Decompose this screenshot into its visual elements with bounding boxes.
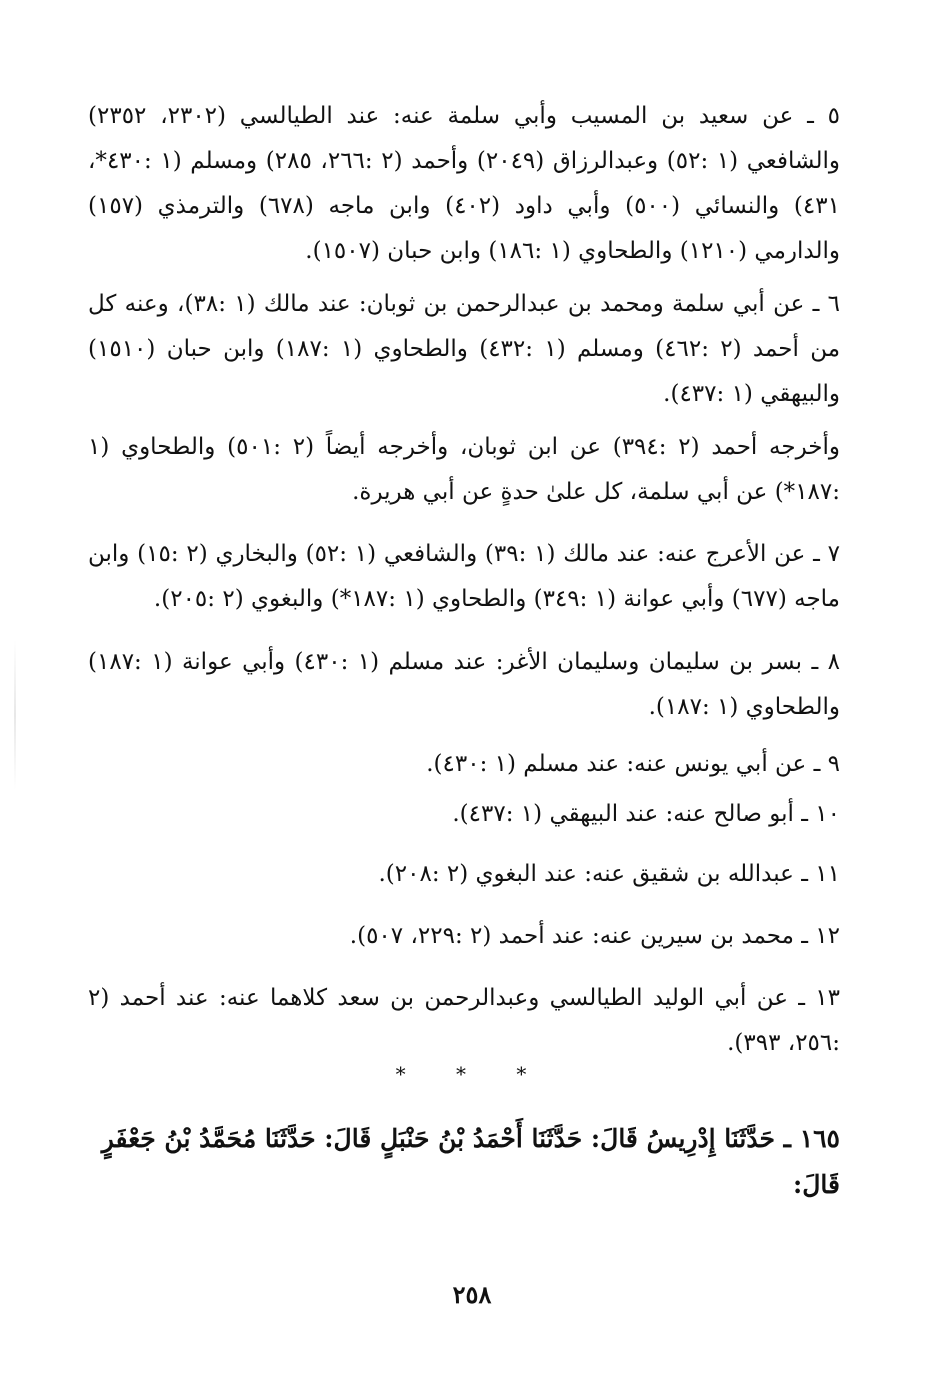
page-number: ٢٥٨ bbox=[452, 1280, 492, 1309]
paragraph-13: ١٣ ـ عن أبي الوليد الطيالسي وعبدالرحمن بن سعد كلاهما عنه: عند أحمد (٢ :٢٥٦، ٣٩٣). bbox=[88, 985, 840, 1056]
section-separator: * * * bbox=[395, 1062, 549, 1086]
paragraph-12: ١٢ ـ محمد بن سيرين عنه: عند أحمد (٢ :٢٢٩، ٥٠٧). bbox=[349, 923, 840, 949]
paragraph-8: ٨ ـ بسر بن سليمان وسليمان الأغر: عند مسلم (١ :٤٣٠) وأبي عوانة (١ :١٨٧) والطحاوي (١ :١٨٧). bbox=[88, 649, 840, 720]
paragraph-6-note: وأخرجه أحمد (٢ :٣٩٤) عن ابن ثوبان، وأخرجه أيضاً (٢ :٥٠١) والطحاوي (١ :١٨٧*) عن أبي سلمة، كل علىٰ حدةٍ عن أبي هريرة. bbox=[88, 434, 841, 505]
paragraph-10: ١٠ ـ أبو صالح عنه: عند البيهقي (١ :٤٣٧). bbox=[452, 801, 840, 827]
paragraph-11: ١١ ـ عبدالله بن شقيق عنه: عند البغوي (٢ :٢٠٨). bbox=[378, 861, 840, 887]
paragraph-5: ٥ ـ عن سعيد بن المسيب وأبي سلمة عنه: عند الطيالسي (٢٣٠٢، ٢٣٥٢) والشافعي (١ :٥٢) وعبدالرزاق (٢٠٤٩) وأحمد (٢ :٢٦٦، ٢٨٥) ومسلم (١ :٤٣٠*، ٤٣١) والنسائي (٥٠٠) وأبي داود (٤٠٢) وابن ماجه (٦٧٨) والترمذي (١٥٧) والدارمي (١٢١٠) والطحاوي (١ :١٨٦) وابن حبان (١٥٠٧). bbox=[88, 103, 841, 264]
paragraph-7: ٧ ـ عن الأعرج عنه: عند مالك (١ :٣٩) والشافعي (١ :٥٢) والبخاري (٢ :١٥) وابن ماجه (٦٧٧) وأبي عوانة (١ :٣٤٩) والطحاوي (١ :١٨٧*) والبغوي (٢ :٢٠٥). bbox=[88, 541, 840, 612]
scan-margin-mark bbox=[14, 640, 16, 790]
hadith-heading: ١٦٥ ـ حَدَّثَنَا إِدْرِيسُ قَالَ: حَدَّثَنَا أَحْمَدُ بْنُ حَنْبَلٍ قَالَ: حَدَّثَنَا مُحَمَّدُ بْنُ جَعْفَرٍ قَالَ: bbox=[101, 1124, 840, 1199]
paragraph-6: ٦ ـ عن أبي سلمة ومحمد بن عبدالرحمن بن ثوبان: عند مالك (١ :٣٨)، وعنه كل من أحمد (٢ :٤٦٢) ومسلم (١ :٤٣٢) والطحاوي (١ :١٨٧) وابن حبان (١٥١٠) والبيهقي (١ :٤٣٧). bbox=[88, 291, 841, 407]
paragraph-9: ٩ ـ عن أبي يونس عنه: عند مسلم (١ :٤٣٠). bbox=[426, 751, 840, 777]
